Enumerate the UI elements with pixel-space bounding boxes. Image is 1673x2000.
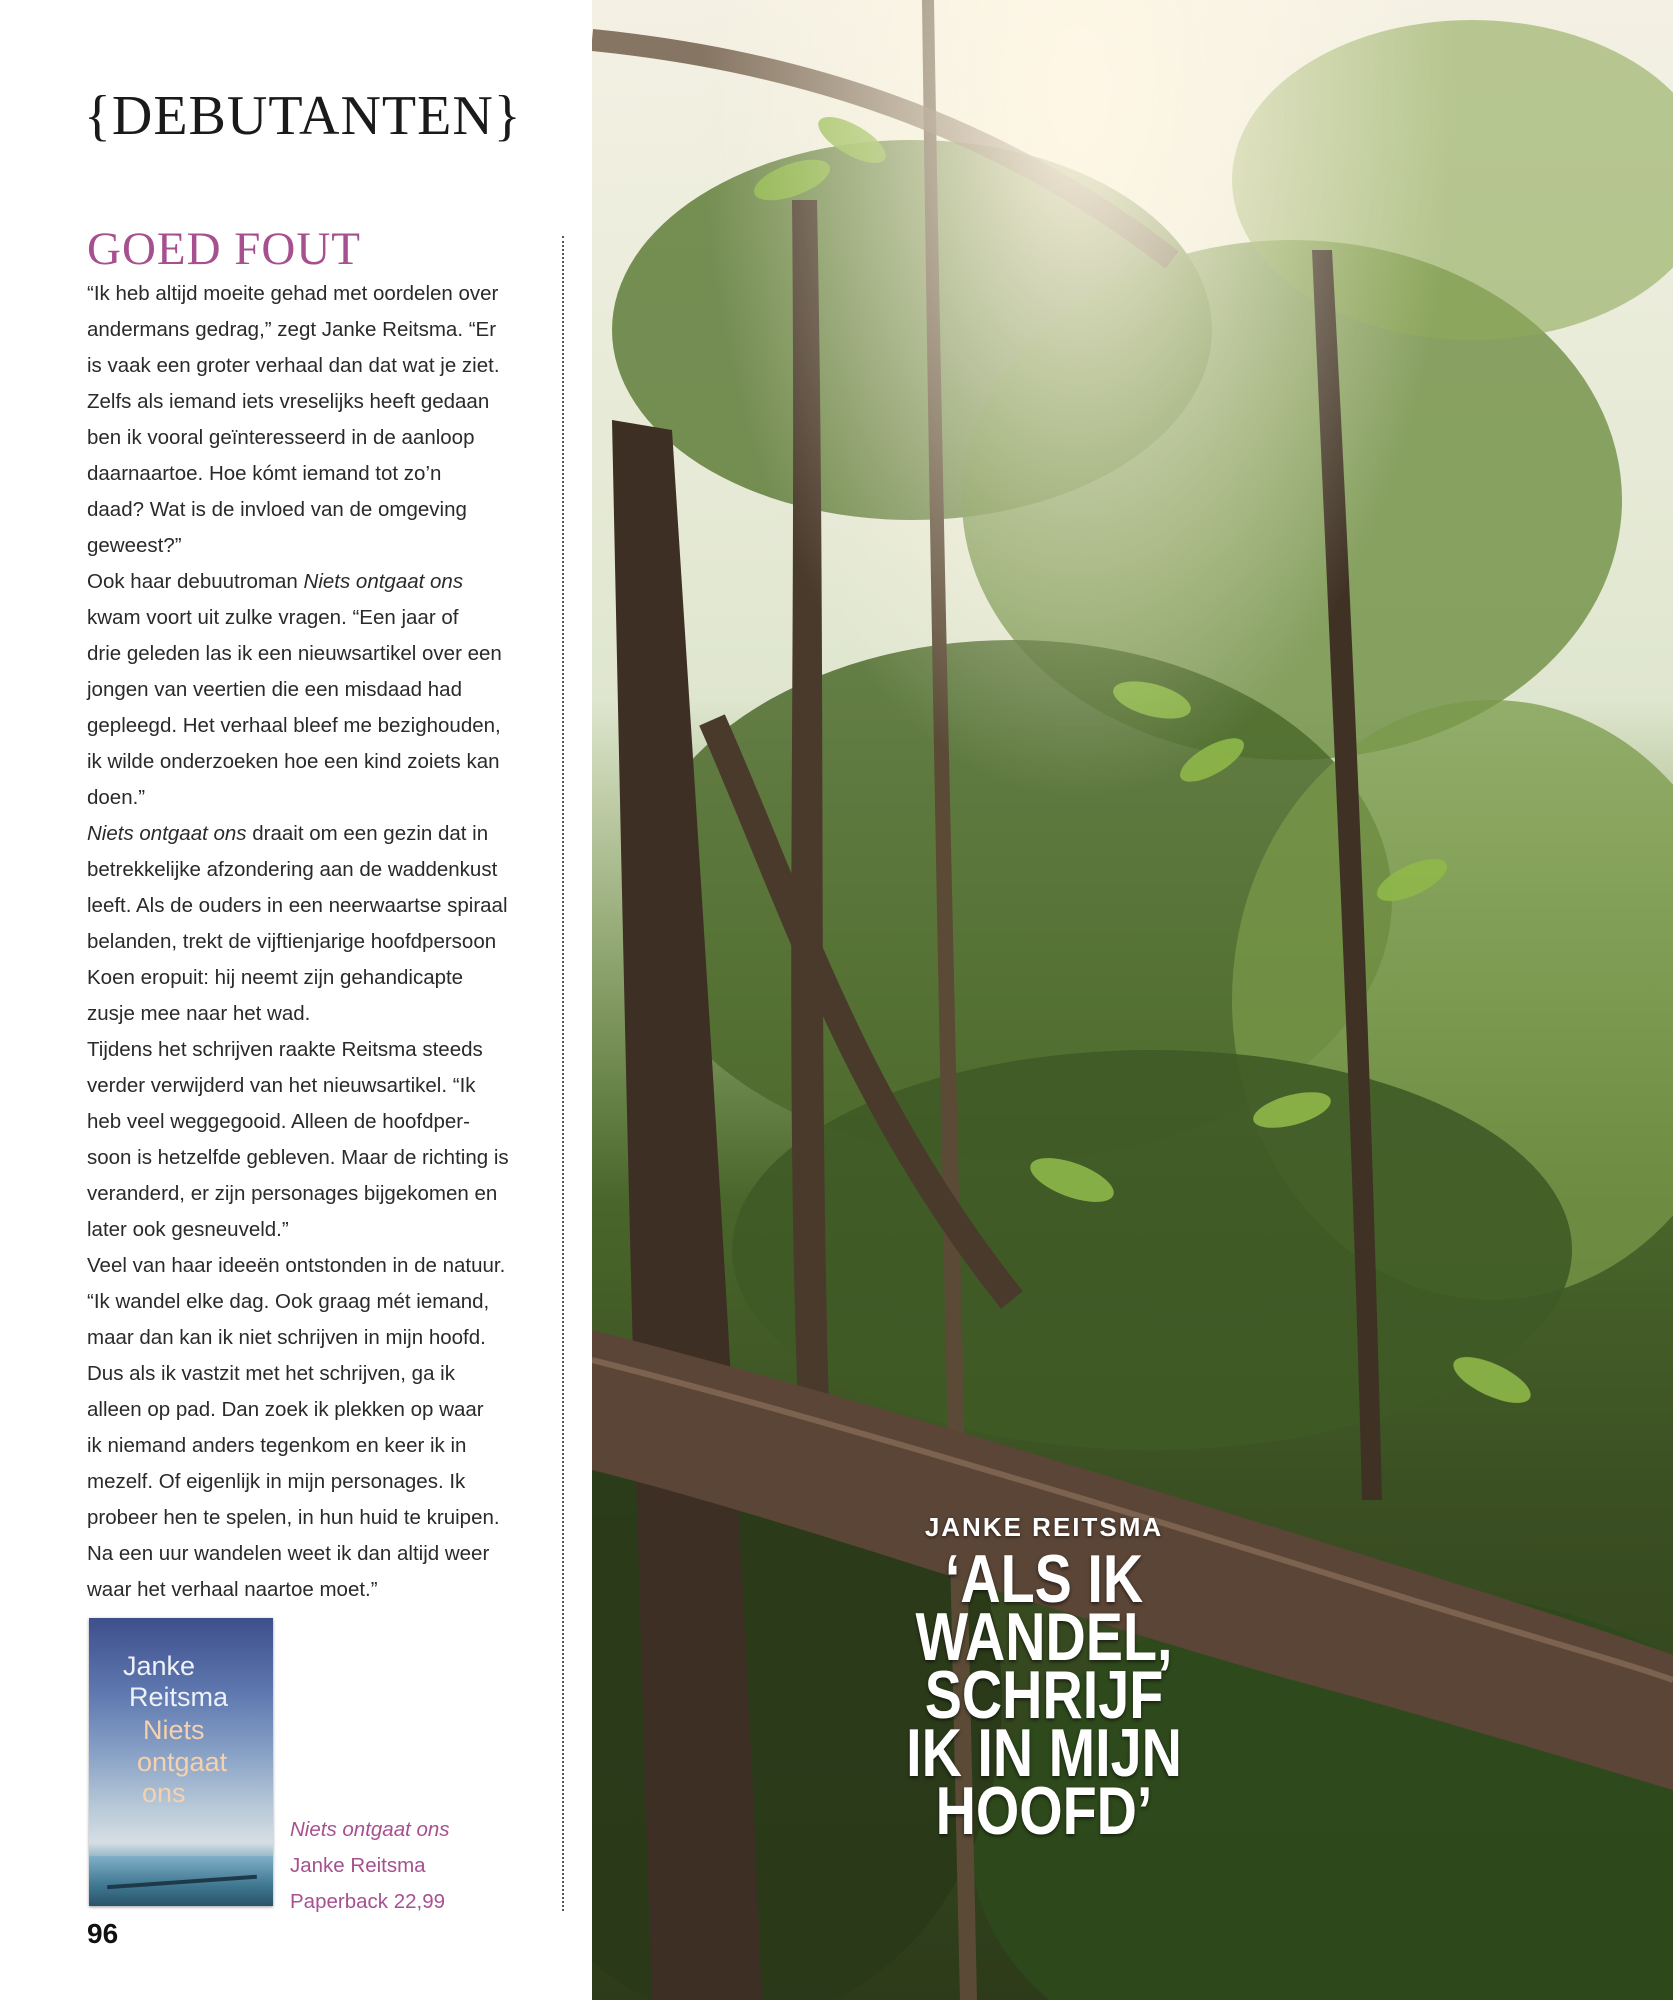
article-line: [87, 276, 547, 312]
line-text: maar dan kan ik niet schrijven in mijn hoofd.: [87, 1326, 486, 1349]
line-text: verder verwijderd van het nieuwsartikel. “Ik: [87, 1074, 476, 1097]
line-text: jongen van veertien die een misdaad had: [87, 678, 462, 701]
italic-text: Niets ontgaat ons: [87, 822, 247, 845]
line-text: draait om een gezin dat in: [246, 822, 489, 845]
line-text: andermans gedrag,” zegt Janke Reitsma. “Er: [87, 318, 497, 341]
article-line: [87, 1572, 547, 1608]
cover-text: ontgaat: [137, 1747, 228, 1777]
article-line: [87, 1176, 547, 1212]
article-line: [87, 1284, 547, 1320]
article-line: [87, 996, 547, 1032]
article-line: [87, 1428, 547, 1464]
article-paragraph: [87, 564, 547, 816]
line-text: ik wilde onderzoeken hoe een kind zoiets kan: [87, 750, 500, 773]
column-divider: [562, 236, 564, 1911]
article-paragraph: [87, 1032, 547, 1248]
line-text: veranderd, er zijn personages bijgekomen en: [87, 1182, 498, 1205]
pull-quote-line: WANDEL,: [915, 1599, 1173, 1675]
article-line: [87, 492, 547, 528]
line-text: later ook gesneuveld.”: [87, 1218, 289, 1241]
line-text: doen.”: [87, 786, 146, 809]
article-line: [87, 456, 547, 492]
article-line: [87, 780, 547, 816]
line-text: “Ik wandel elke dag. Ook graag mét iemand,: [87, 1290, 490, 1313]
cover-text: ons: [142, 1778, 186, 1808]
article-line: [87, 1140, 547, 1176]
line-text: probeer hen te spelen, in hun huid te kruipen.: [87, 1506, 500, 1529]
book-caption: [290, 1812, 450, 1920]
italic-text: Niets ontgaat ons: [303, 570, 464, 593]
article-line: [87, 600, 547, 636]
line-text: Dus als ik vastzit met het schrijven, ga ik: [87, 1362, 455, 1385]
pull-quote-line: ‘ALS IK: [944, 1541, 1144, 1617]
line-text: kwam voort uit zulke vragen. “Een jaar of: [87, 606, 459, 629]
line-text: alleen op pad. Dan zoek ik plekken op waar: [87, 1398, 484, 1421]
article-paragraph: [87, 1248, 547, 1608]
line-text: Na een uur wandelen weet ik dan altijd weer: [87, 1542, 490, 1565]
article-line: [87, 384, 547, 420]
pull-quote-line: IK IN MIJN: [906, 1715, 1182, 1791]
article-paragraph: [87, 816, 547, 1032]
line-text: belanden, trekt de vijftienjarige hoofdpersoon: [87, 930, 497, 953]
book-author: Janke Reitsma: [290, 1854, 426, 1877]
line-text: soon is hetzelfde gebleven. Maar de richting is: [87, 1146, 509, 1169]
line-text: waar het verhaal naartoe moet.”: [87, 1578, 378, 1601]
article-line: [87, 924, 547, 960]
article-paragraph: [87, 276, 547, 564]
article-line: [87, 816, 547, 852]
article-line: [87, 1500, 547, 1536]
article-line: [87, 1464, 547, 1500]
article-line: [87, 960, 547, 996]
pull-quote-line: SCHRIJF: [924, 1657, 1164, 1733]
article-line: [87, 1356, 547, 1392]
article-headline: GOED FOUT: [87, 223, 362, 275]
article-line: [87, 1068, 547, 1104]
article-body: [87, 276, 547, 1608]
article-line: [87, 1392, 547, 1428]
line-text: Veel van haar ideeën ontstonden in de natuur.: [87, 1254, 506, 1277]
section-title: {DEBUTANTEN}: [84, 85, 522, 147]
article-line: [87, 1212, 547, 1248]
page-number: 96: [87, 1918, 119, 1949]
line-text: “Ik heb altijd moeite gehad met oordelen over: [87, 282, 499, 305]
line-text: leeft. Als de ouders in een neerwaartse spiraal: [87, 894, 508, 917]
line-text: Zelfs als iemand iets vreselijks heeft gedaan: [87, 390, 490, 413]
text-column: [0, 0, 592, 2000]
line-text: is vaak een groter verhaal dan dat wat je ziet.: [87, 354, 500, 377]
book-title: Niets ontgaat ons: [290, 1818, 450, 1841]
pull-quote-line: HOOFD’: [935, 1773, 1153, 1849]
line-text: heb veel weggegooid. Alleen de hoofdper-: [87, 1110, 470, 1133]
line-text: betrekkelijke afzondering aan de waddenkust: [87, 858, 498, 881]
forest-photo: [592, 0, 1673, 2000]
pull-quote: [880, 1541, 1208, 1849]
article-line: [87, 672, 547, 708]
article-line: [87, 564, 547, 600]
line-text: Ook haar debuutroman: [87, 570, 304, 593]
article-line: [87, 888, 547, 924]
line-text: geweest?”: [87, 534, 182, 557]
article-line: [87, 1104, 547, 1140]
article-line: [87, 348, 547, 384]
book-price: Paperback 22,99: [290, 1890, 446, 1913]
line-text: daarnaartoe. Hoe kómt iemand tot zo’n: [87, 462, 442, 485]
article-line: [87, 708, 547, 744]
line-text: daad? Wat is de invloed van de omgeving: [87, 498, 467, 521]
article-line: [87, 636, 547, 672]
article-line: [87, 1032, 547, 1068]
pull-quote-author: JANKE REITSMA: [924, 1512, 1164, 1542]
cover-text: Janke: [123, 1651, 196, 1681]
article-line: [87, 1248, 547, 1284]
article-line: [87, 1536, 547, 1572]
article-line: [87, 420, 547, 456]
article-line: [87, 312, 547, 348]
article-line: [87, 528, 547, 564]
article-line: [87, 744, 547, 780]
book-cover-image: [89, 1618, 273, 1906]
line-text: mezelf. Of eigenlijk in mijn personages. Ik: [87, 1470, 466, 1493]
line-text: Tijdens het schrijven raakte Reitsma steeds: [87, 1038, 483, 1061]
article-line: [87, 1320, 547, 1356]
line-text: ik niemand anders tegenkom en keer ik in: [87, 1434, 467, 1457]
line-text: ben ik vooral geïnteresseerd in de aanloop: [87, 426, 475, 449]
line-text: zusje mee naar het wad.: [87, 1002, 311, 1025]
article-line: [87, 852, 547, 888]
line-text: Koen eropuit: hij neemt zijn gehandicapte: [87, 966, 464, 989]
line-text: drie geleden las ik een nieuwsartikel over een: [87, 642, 502, 665]
cover-text: Reitsma: [129, 1682, 229, 1712]
line-text: gepleegd. Het verhaal bleef me bezighouden,: [87, 714, 501, 737]
cover-text: Niets: [143, 1715, 205, 1745]
